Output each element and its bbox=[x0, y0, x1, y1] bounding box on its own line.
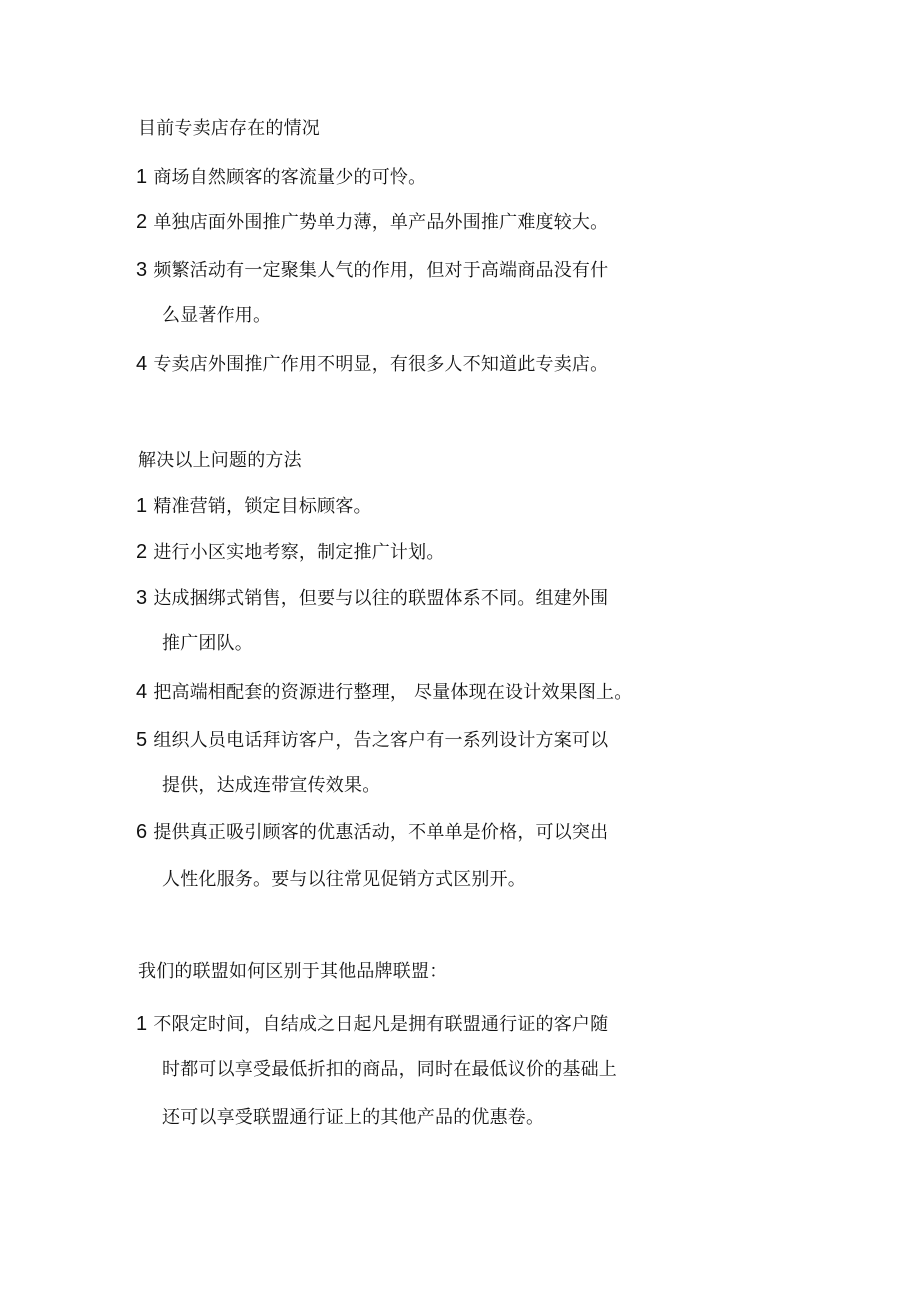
list-item bbox=[136, 165, 426, 190]
list-item bbox=[136, 820, 608, 845]
item-continuation: 时都可以享受最低折扣的商品，同时在最低议价的基础上 bbox=[162, 1059, 617, 1080]
section-heading-solutions: 解决以上问题的方法 bbox=[138, 450, 302, 471]
list-item bbox=[136, 494, 372, 519]
item-text: 组织人员电话拜访客户，告之客户有一系列设计方案可以 bbox=[153, 730, 609, 751]
list-item bbox=[136, 680, 632, 705]
list-item bbox=[136, 352, 608, 377]
list-item bbox=[136, 728, 608, 753]
item-continuation: 么显著作用。 bbox=[162, 305, 272, 326]
item-continuation: 提供，达成连带宣传效果。 bbox=[162, 775, 381, 796]
section-heading-alliance-difference: 我们的联盟如何区别于其他品牌联盟： bbox=[138, 961, 448, 982]
item-number: 5 bbox=[136, 729, 148, 751]
item-continuation: 还可以享受联盟通行证上的其他产品的优惠卷。 bbox=[162, 1107, 545, 1128]
item-number: 4 bbox=[136, 681, 148, 703]
item-number: 2 bbox=[136, 211, 148, 233]
item-text: 精准营销，锁定目标顾客。 bbox=[153, 496, 372, 517]
item-text: 商场自然顾客的客流量少的可怜。 bbox=[153, 167, 427, 188]
item-number: 4 bbox=[136, 353, 148, 375]
item-number: 6 bbox=[136, 821, 148, 843]
item-text: 进行小区实地考察，制定推广计划。 bbox=[153, 542, 445, 563]
item-number: 3 bbox=[136, 587, 148, 609]
item-continuation: 人性化服务。要与以往常见促销方式区别开。 bbox=[162, 869, 526, 890]
list-item bbox=[136, 1012, 608, 1037]
list-item bbox=[136, 210, 608, 235]
list-item bbox=[136, 586, 608, 611]
item-text: 单独店面外围推广势单力薄，单产品外围推广难度较大。 bbox=[153, 212, 609, 233]
list-item bbox=[136, 540, 445, 565]
item-number: 1 bbox=[136, 166, 148, 188]
section-heading-current-situation: 目前专卖店存在的情况 bbox=[138, 118, 320, 139]
item-number: 1 bbox=[136, 495, 148, 517]
item-number: 1 bbox=[136, 1013, 148, 1035]
list-item bbox=[136, 258, 608, 283]
item-continuation: 推广团队。 bbox=[162, 633, 253, 654]
item-text: 提供真正吸引顾客的优惠活动，不单单是价格，可以突出 bbox=[153, 822, 609, 843]
item-text: 达成捆绑式销售，但要与以往的联盟体系不同。组建外围 bbox=[153, 588, 609, 609]
item-number: 3 bbox=[136, 259, 148, 281]
item-text: 频繁活动有一定聚集人气的作用，但对于高端商品没有什 bbox=[153, 260, 609, 281]
item-text: 把高端相配套的资源进行整理， 尽量体现在设计效果图上。 bbox=[153, 682, 633, 703]
item-text: 不限定时间，自结成之日起凡是拥有联盟通行证的客户随 bbox=[153, 1014, 609, 1035]
item-number: 2 bbox=[136, 541, 148, 563]
item-text: 专卖店外围推广作用不明显，有很多人不知道此专卖店。 bbox=[153, 354, 609, 375]
